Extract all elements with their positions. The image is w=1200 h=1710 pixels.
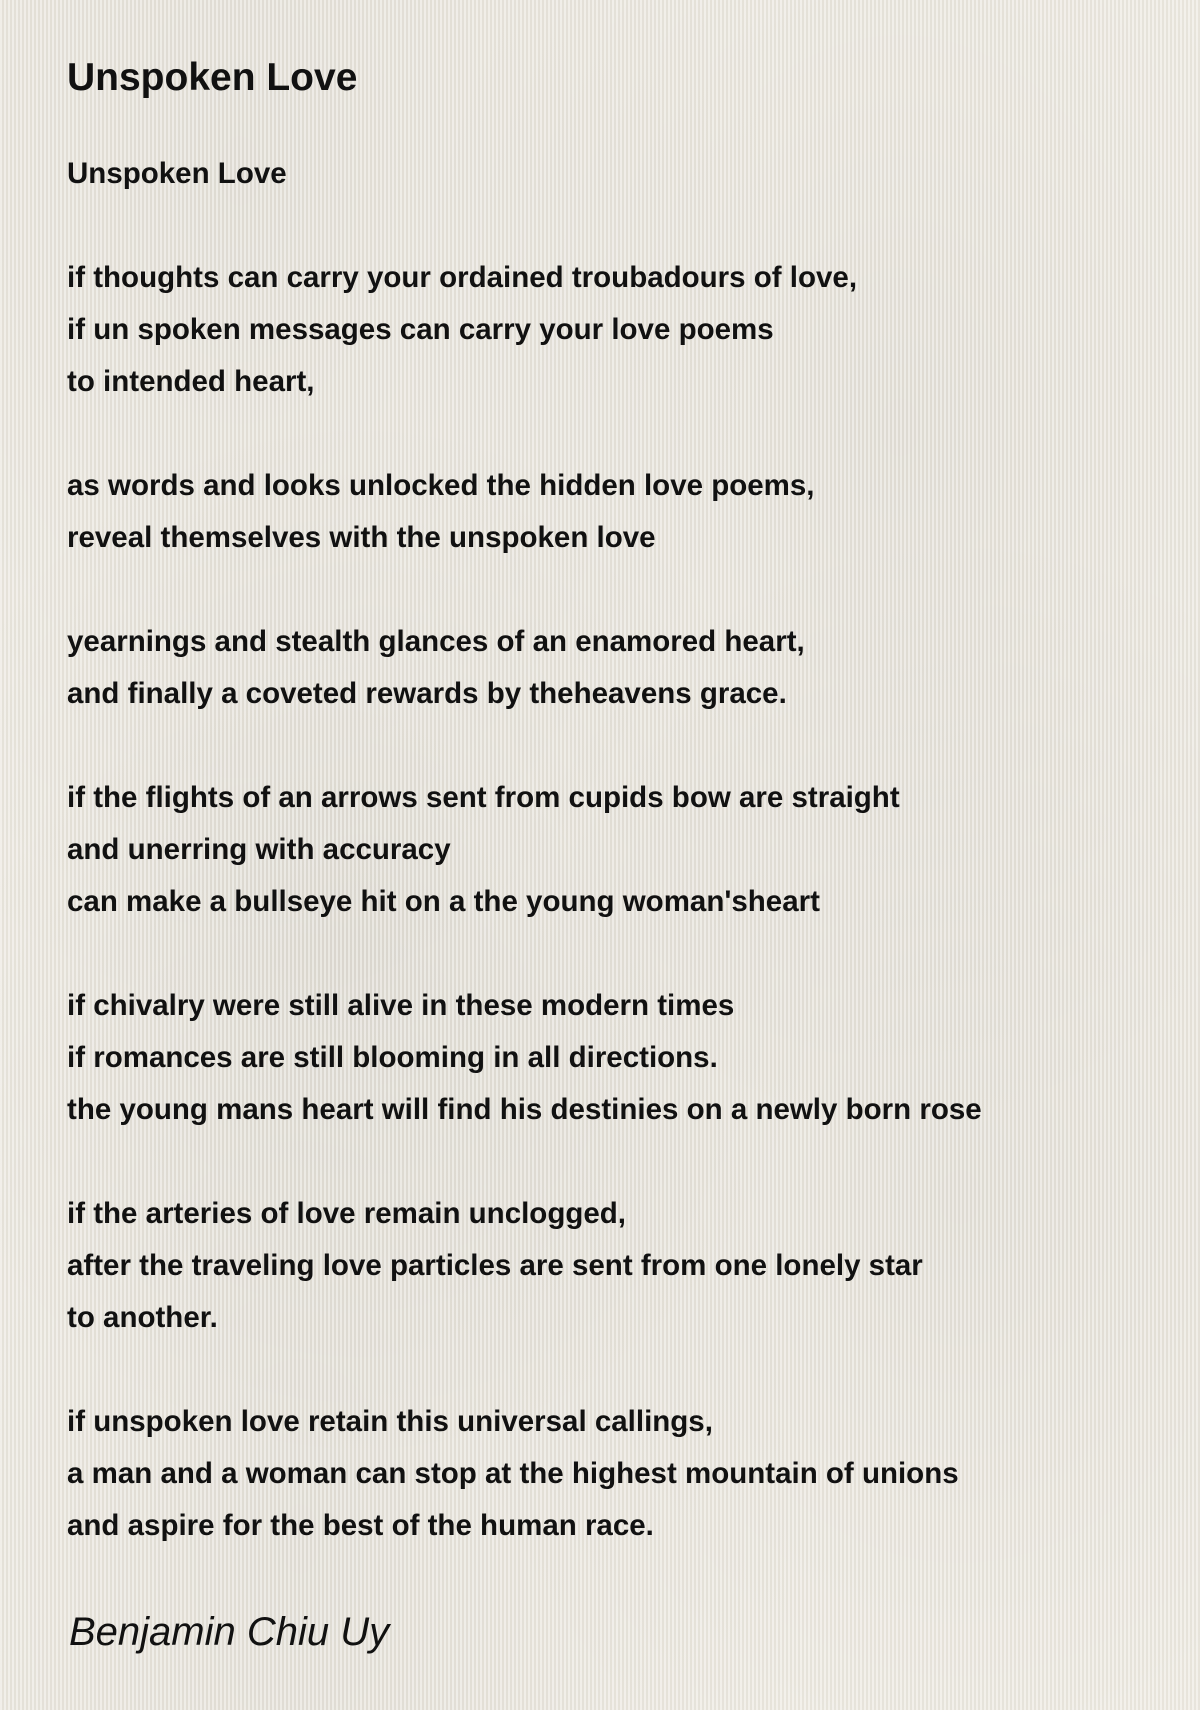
stanza-3 bbox=[67, 616, 1157, 720]
author-name: Benjamin Chiu Uy bbox=[69, 1610, 390, 1654]
poem-line: can make a bullseye hit on a the young woman'sheart bbox=[67, 885, 820, 918]
poem-line: and unerring with accuracy bbox=[67, 833, 451, 866]
stanza-gap bbox=[67, 408, 1157, 460]
stanza-4 bbox=[67, 772, 1157, 928]
poem-line: after the traveling love particles are sent from one lonely star bbox=[67, 1249, 923, 1282]
poem-line: if un spoken messages can carry your love poems bbox=[67, 313, 774, 346]
poem-line: to another. bbox=[67, 1301, 218, 1334]
stanza-gap bbox=[67, 720, 1157, 772]
stanza-gap bbox=[67, 564, 1157, 616]
stanza-gap bbox=[67, 928, 1157, 980]
poem-line: if unspoken love retain this universal callings, bbox=[67, 1405, 713, 1438]
poem-line: if the arteries of love remain unclogged, bbox=[67, 1197, 626, 1230]
poem-line: if chivalry were still alive in these modern times bbox=[67, 989, 735, 1022]
poem-line: as words and looks unlocked the hidden love poems, bbox=[67, 469, 815, 502]
stanza-6 bbox=[67, 1188, 1157, 1344]
poem-line: if thoughts can carry your ordained troubadours of love, bbox=[67, 261, 858, 294]
page-title: Unspoken Love bbox=[67, 56, 358, 99]
poem-subtitle: Unspoken Love bbox=[67, 157, 287, 190]
poem-line: and aspire for the best of the human race. bbox=[67, 1509, 654, 1542]
poem-line: yearnings and stealth glances of an enamored heart, bbox=[67, 625, 805, 658]
poem-line: reveal themselves with the unspoken love bbox=[67, 521, 656, 554]
poem-body bbox=[67, 148, 1157, 1552]
poem-line: if romances are still blooming in all directions. bbox=[67, 1041, 718, 1074]
stanza-2 bbox=[67, 460, 1157, 564]
stanza-7 bbox=[67, 1396, 1157, 1552]
poem-line: and finally a coveted rewards by theheavens grace. bbox=[67, 677, 787, 710]
stanza-gap bbox=[67, 1344, 1157, 1396]
poem-line: to intended heart, bbox=[67, 365, 315, 398]
poem-line: if the flights of an arrows sent from cupids bow are straight bbox=[67, 781, 900, 814]
stanza-5 bbox=[67, 980, 1157, 1136]
stanza-gap bbox=[67, 1136, 1157, 1188]
poem-line: the young mans heart will find his destinies on a newly born rose bbox=[67, 1093, 982, 1126]
stanza-gap bbox=[67, 200, 1157, 252]
poem-line: a man and a woman can stop at the highest mountain of unions bbox=[67, 1457, 959, 1490]
stanza-1 bbox=[67, 252, 1157, 408]
